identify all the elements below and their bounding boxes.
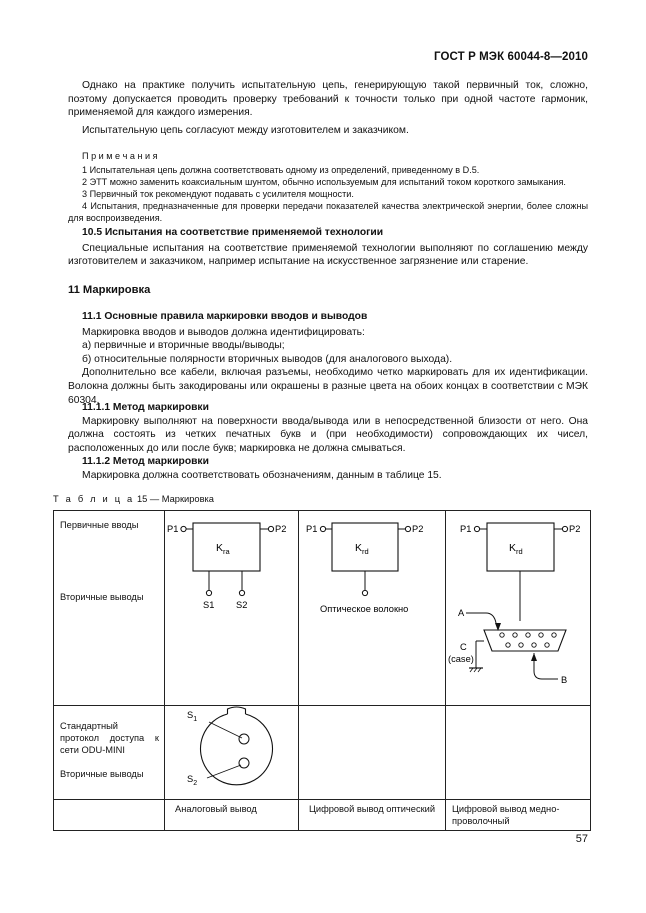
table-cell-footer-copper	[446, 800, 591, 831]
footer-analog-output: Аналоговый вывод	[175, 804, 257, 814]
copper-p1-label: P1	[460, 524, 472, 534]
optical-k-subscript: rd	[362, 547, 369, 556]
copper-p1-terminal	[474, 526, 479, 531]
table-row-terminals	[54, 511, 591, 706]
intro-paragraph-1: Однако на практике получить испытательную цепь, генерирующую такой первичный ток, сложно, поэтому допускается проводить проверку требований к точности только при одной частоте гармоник, применяемой для каждого измерения.	[68, 80, 588, 119]
table-cell-row2-label	[54, 706, 165, 800]
analog-s2-terminal	[239, 590, 244, 595]
analog-p2-label: P2	[275, 524, 287, 534]
optical-p1-label: P1	[306, 524, 318, 534]
odu-connector-diagram	[165, 706, 298, 796]
note-1: 1 Испытательная цепь должна соответствовать одному из определений, приведенному в D.5.	[82, 165, 480, 175]
optical-k-symbol: K	[355, 542, 363, 554]
analog-p1-terminal	[181, 526, 186, 531]
analog-k-subscript: ra	[223, 547, 230, 556]
notes-title: П р и м е ч а н и я	[82, 151, 158, 161]
table-cell-optical-diagram	[299, 511, 446, 706]
footer-copper-output: Цифровой вывод медно-проволочный	[452, 804, 560, 826]
odu-s1-subscript: 1	[193, 716, 198, 723]
copper-c-label: C	[460, 642, 467, 652]
table-cell-analog-diagram	[165, 511, 299, 706]
copper-p2-terminal	[562, 526, 567, 531]
section-11-1-2-heading: 11.1.2 Метод маркировки	[82, 456, 209, 467]
table-row-footer	[54, 800, 591, 831]
analog-p1-label: P1	[167, 524, 179, 534]
table-cell-footer-empty	[54, 800, 165, 831]
table-caption	[53, 494, 214, 504]
odu-s2-label	[187, 774, 197, 787]
optical-fiber-label: Оптическое волокно	[320, 604, 409, 614]
note-3: 3 Первичный ток рекомендуют подавать с усилителя мощности.	[82, 189, 354, 199]
copper-k-subscript: rd	[516, 547, 523, 556]
odu-s1-label	[187, 710, 197, 723]
copper-b-arrowhead	[531, 653, 537, 661]
copper-k-symbol: K	[509, 542, 517, 554]
section-11-heading: 11 Маркировка	[68, 284, 151, 296]
table-row-odu	[54, 706, 591, 800]
section-11-1-1-heading: 11.1.1 Метод маркировки	[82, 402, 209, 413]
intro-paragraph-2: Испытательную цепь согласуют между изготовителем и заказчиком.	[82, 124, 409, 136]
analog-p2-terminal	[268, 526, 273, 531]
table-cell-row1-label	[54, 511, 165, 706]
intro-block	[68, 79, 588, 137]
optical-p1-terminal	[320, 526, 325, 531]
copper-terminal-diagram	[446, 511, 590, 702]
table-cell-copper-diagram	[446, 511, 591, 706]
copper-a-leader	[466, 613, 498, 629]
table-cell-odu-empty-1	[299, 706, 446, 800]
label-odu-protocol: Стандартный протокол доступа к сети ODU-MINI	[60, 721, 159, 755]
table-cell-footer-optical	[299, 800, 446, 831]
notes-block	[68, 150, 588, 224]
table-cell-odu-empty-2	[446, 706, 591, 800]
table-caption-label: Т а б л и ц а	[53, 494, 135, 504]
copper-p2-label: P2	[569, 524, 581, 534]
odu-s2-symbol: S	[187, 774, 194, 784]
optical-p2-terminal	[405, 526, 410, 531]
table-caption-title: 15 — Маркировка	[136, 494, 214, 504]
section-10-5-heading: 10.5 Испытания на соответствие применяемой технологии	[82, 227, 384, 238]
section-11-1-1	[68, 401, 588, 455]
section-11-1	[68, 310, 588, 407]
analog-k-symbol: K	[216, 542, 224, 554]
copper-case-label: (case)	[448, 654, 474, 664]
list-item-b: б) относительные полярности вторичных выводов (для аналогового выхода).	[82, 353, 453, 365]
analog-s1-terminal	[206, 590, 211, 595]
analog-s1-label: S1	[203, 600, 215, 610]
copper-b-leader	[534, 653, 558, 679]
odu-s1-pin	[239, 734, 249, 744]
page-number: 57	[575, 833, 588, 845]
marking-table	[53, 510, 591, 831]
list-item-a: а) первичные и вторичные вводы/выводы;	[82, 340, 285, 352]
section-11-1-intro: Маркировка вводов и выводов должна идентифицировать:	[82, 326, 365, 338]
section-11-1-2-text: Маркировка должна соответствовать обозначениям, данным в таблице 15.	[82, 469, 442, 481]
label-secondary-outputs-odu: Вторичные выводы	[60, 769, 144, 779]
analog-terminal-diagram	[165, 511, 298, 702]
analog-s2-label: S2	[236, 600, 248, 610]
odu-s2-subscript: 2	[193, 780, 198, 787]
section-10-5-text: Специальные испытания на соответствие применяемой технологии выполняют по соглашению между изготовителем и заказчиком, например испытание на искусственное загрязнение или старение.	[68, 242, 588, 268]
label-secondary-outputs: Вторичные выводы	[60, 592, 144, 602]
copper-a-label: A	[458, 608, 465, 618]
section-11-1-text: Дополнительно все кабели, включая разъемы, необходимо четко маркировать для их идентификации. Волокна должны быть закодированы или окрашены в разные цвета на обоих концах в соответствии с МЭК 60304.	[68, 367, 588, 406]
odu-s1-symbol: S	[187, 710, 194, 720]
optical-terminal-diagram	[299, 511, 445, 702]
odu-connector-key	[228, 707, 246, 714]
section-11-1-heading: 11.1 Основные правила маркировки вводов и выводов	[82, 311, 368, 322]
note-2: 2 ЭТТ можно заменить коаксиальным шунтом, обычно используемым для испытаний током короткого замыкания.	[82, 177, 566, 187]
note-4: 4 Испытания, предназначенные для проверки передачи показателей качества электрической энергии, более сложны для воспроизведения.	[68, 201, 588, 223]
table-cell-odu-diagram	[165, 706, 299, 800]
odu-s2-pin	[239, 758, 249, 768]
section-11-1-1-text: Маркировку выполняют на поверхности ввода/вывода или в непосредственной близости от него. Она должна состоять из четких печатных букв и (при необходимости) сопровождающих их чисел, расположенных до или после букв; маркировка не должна смываться.	[68, 415, 588, 454]
document-header: ГОСТ Р МЭК 60044-8—2010	[434, 51, 588, 63]
table-cell-footer-analog	[165, 800, 299, 831]
footer-optical-output: Цифровой вывод оптический	[309, 804, 436, 814]
odu-connector-body	[201, 714, 273, 785]
optical-fiber-terminal	[362, 590, 367, 595]
section-10-5	[68, 226, 588, 269]
optical-p2-label: P2	[412, 524, 424, 534]
label-primary-inputs: Первичные вводы	[60, 520, 139, 530]
copper-b-label: B	[561, 675, 568, 685]
section-11-1-2	[68, 455, 588, 482]
